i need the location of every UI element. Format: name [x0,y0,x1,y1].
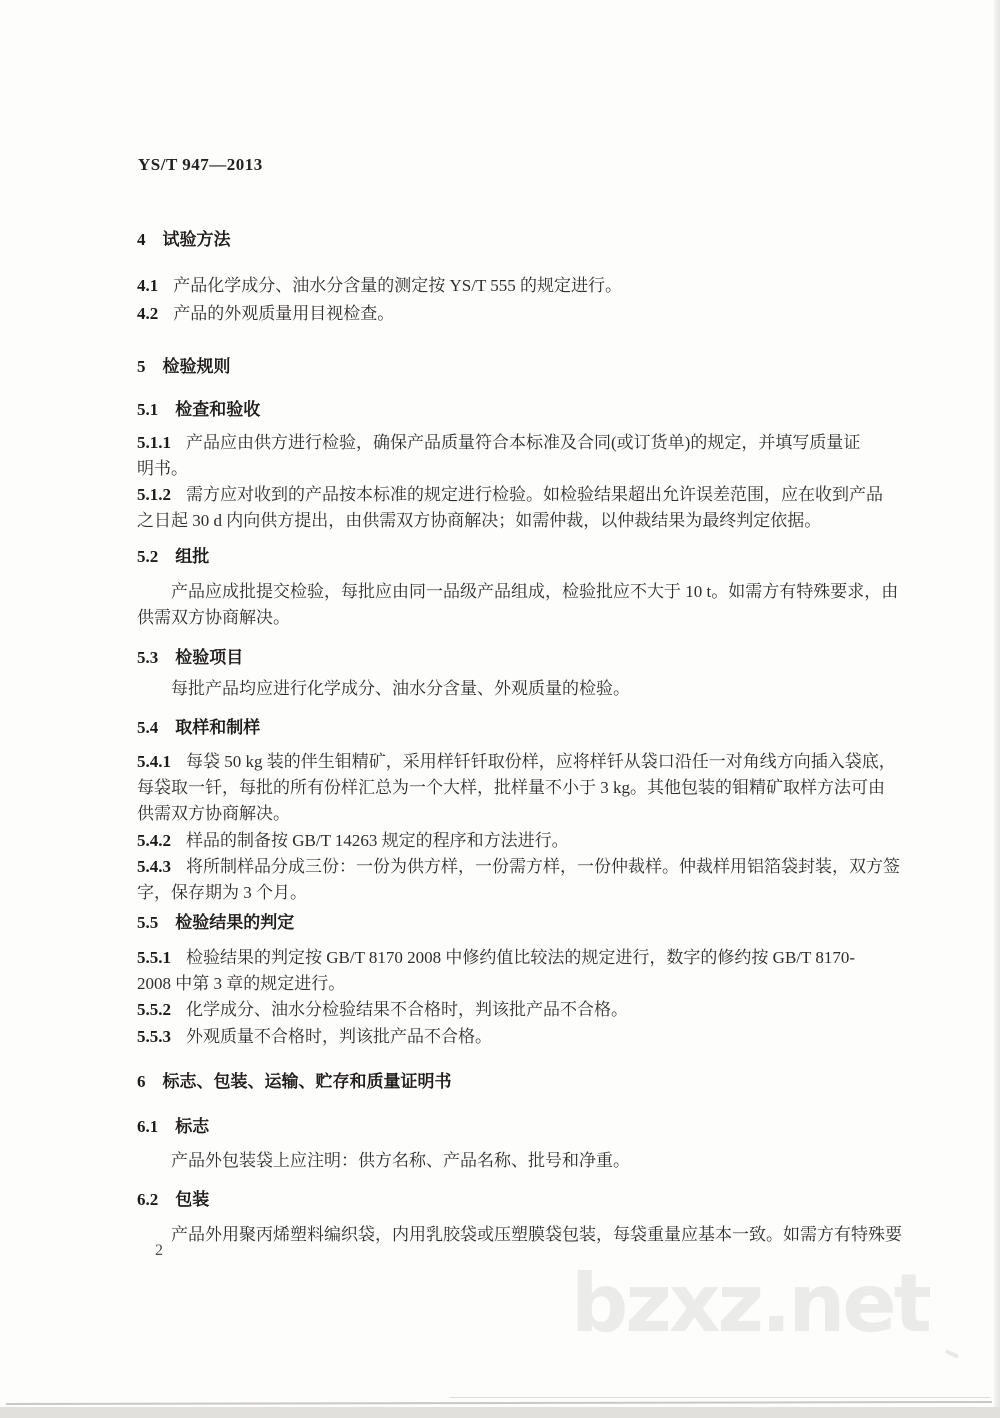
heading-title: 标志 [175,1117,210,1136]
text-line: 产品外包装袋上应注明：供方名称、产品名称、批号和净重。 [171,1151,630,1170]
text-line: 明书。 [137,459,188,478]
clause-number: 5.3 [137,648,159,667]
heading-title: 检查和验收 [175,400,261,419]
scan-edge-line-faint [450,1397,990,1398]
paragraph [137,1148,882,1174]
text-line: 检验结果的判定按 GB/T 8170 2008 中修约值比较法的规定进行，数字的修约按 GB/T 8170- [186,948,855,967]
text-line: 将所制样品分成三份：一份为供方样，一份需方样，一份仲裁样。仲裁样用铝箔袋封装，双方签 [186,857,900,876]
clause-number: 6.2 [137,1190,159,1209]
text-line: 每袋取一钎，每批的所有份样汇总为一个大样，批样量不小于 3 kg。其他包装的钼精矿取样方法可由 [137,778,885,797]
heading-title: 检验项目 [175,648,244,667]
text-line: 供需双方协商解决。 [137,804,290,823]
clause-number: 5.4.1 [137,752,171,771]
clause-item [137,429,882,482]
page-number: 2 [155,1242,163,1259]
clause-item [137,827,882,854]
text-line: 产品应成批提交检验，每批应由同一品级产品组成，检验批应不大于 10 t。如需方有特殊要求，由 [171,582,899,601]
clause-number: 4.1 [137,276,159,295]
heading-title: 组批 [175,547,210,566]
clause-number: 5.1.1 [137,433,171,452]
clause-number: 5.4 [137,718,159,737]
paragraph [137,579,899,631]
section-heading [137,353,882,380]
clause-number: 5.5.2 [137,1000,171,1019]
section-heading [137,1186,882,1213]
clause-number: 5.1.2 [137,485,171,504]
clause-item [137,748,896,827]
clause-number: 5.2 [137,547,159,566]
clause-number: 4 [137,230,146,249]
section-heading [137,1068,882,1095]
text-line: 2008 中第 3 章的规定进行。 [137,974,346,993]
heading-title: 取样和制样 [175,718,261,737]
watermark-text: bzxz.net [571,1257,929,1350]
heading-title: 包装 [175,1190,210,1209]
clause-number: 5 [137,357,146,376]
paragraph [137,676,882,702]
clause-number: 6.1 [137,1117,159,1136]
standard-number: YS/T 947—2013 [138,155,263,174]
heading-title: 试验方法 [162,230,231,249]
text-line: 化学成分、油水分检验结果不合格时，判该批产品不合格。 [186,1000,628,1019]
text-line: 产品应由供方进行检验，确保产品质量符合本标准及合同(或订货单)的规定，并填写质量证 [186,433,861,452]
clause-number: 5.1 [137,400,159,419]
clause-item [137,944,882,997]
heading-title: 检验规则 [162,357,231,376]
text-line: 产品化学成分、油水分含量的测定按 YS/T 555 的规定进行。 [173,276,623,295]
heading-title: 检验结果的判定 [175,913,295,932]
clause-item [137,272,882,299]
section-heading [137,644,882,671]
clause-item [137,300,882,327]
text-line: 产品的外观质量用目视检查。 [173,304,395,323]
section-heading [137,226,882,253]
clause-number: 5.5.3 [137,1027,171,1046]
text-line: 每袋 50 kg 装的伴生钼精矿，采用样钎钎取份样，应将样钎从袋口沿任一对角线方向插入袋底， [186,752,896,771]
text-line: 字，保存期为 3 个月。 [137,883,307,902]
clause-number: 4.2 [137,304,159,323]
section-heading [137,909,882,936]
section-heading [137,714,882,741]
section-heading [137,396,882,423]
section-heading [137,1113,882,1140]
clause-number: 5.5 [137,913,159,932]
text-line: 样品的制备按 GB/T 14263 规定的程序和方法进行。 [186,831,569,850]
clause-number: 6 [137,1072,146,1091]
text-line: 之日起 30 d 内向供方提出，由供需双方协商解决；如需仲裁，以仲裁结果为最终判定依据。 [137,511,822,530]
scan-edge-right [994,0,1000,1418]
section-heading [137,543,882,570]
scan-edge-bottom [0,1407,1000,1418]
clause-number: 5.5.1 [137,948,171,967]
heading-title: 标志、包装、运输、贮存和质量证明书 [162,1072,452,1091]
text-line: 每批产品均应进行化学成分、油水分含量、外观质量的检验。 [171,679,630,698]
clause-item [137,996,882,1023]
paragraph [137,1222,902,1248]
clause-item [137,853,900,906]
clause-item [137,1023,882,1050]
clause-number: 5.4.3 [137,857,171,876]
text-line: 外观质量不合格时，判该批产品不合格。 [186,1027,492,1046]
text-line: 需方应对收到的产品按本标准的规定进行检验。如检验结果超出允许误差范围，应在收到产品 [186,485,883,504]
clause-number: 5.4.2 [137,831,171,850]
text-line: 供需双方协商解决。 [137,608,290,627]
clause-item [137,481,882,534]
text-line: 产品外用聚丙烯塑料编织袋，内用乳胶袋或压塑膜袋包装，每袋重量应基本一致。如需方有特殊要 [171,1225,902,1244]
